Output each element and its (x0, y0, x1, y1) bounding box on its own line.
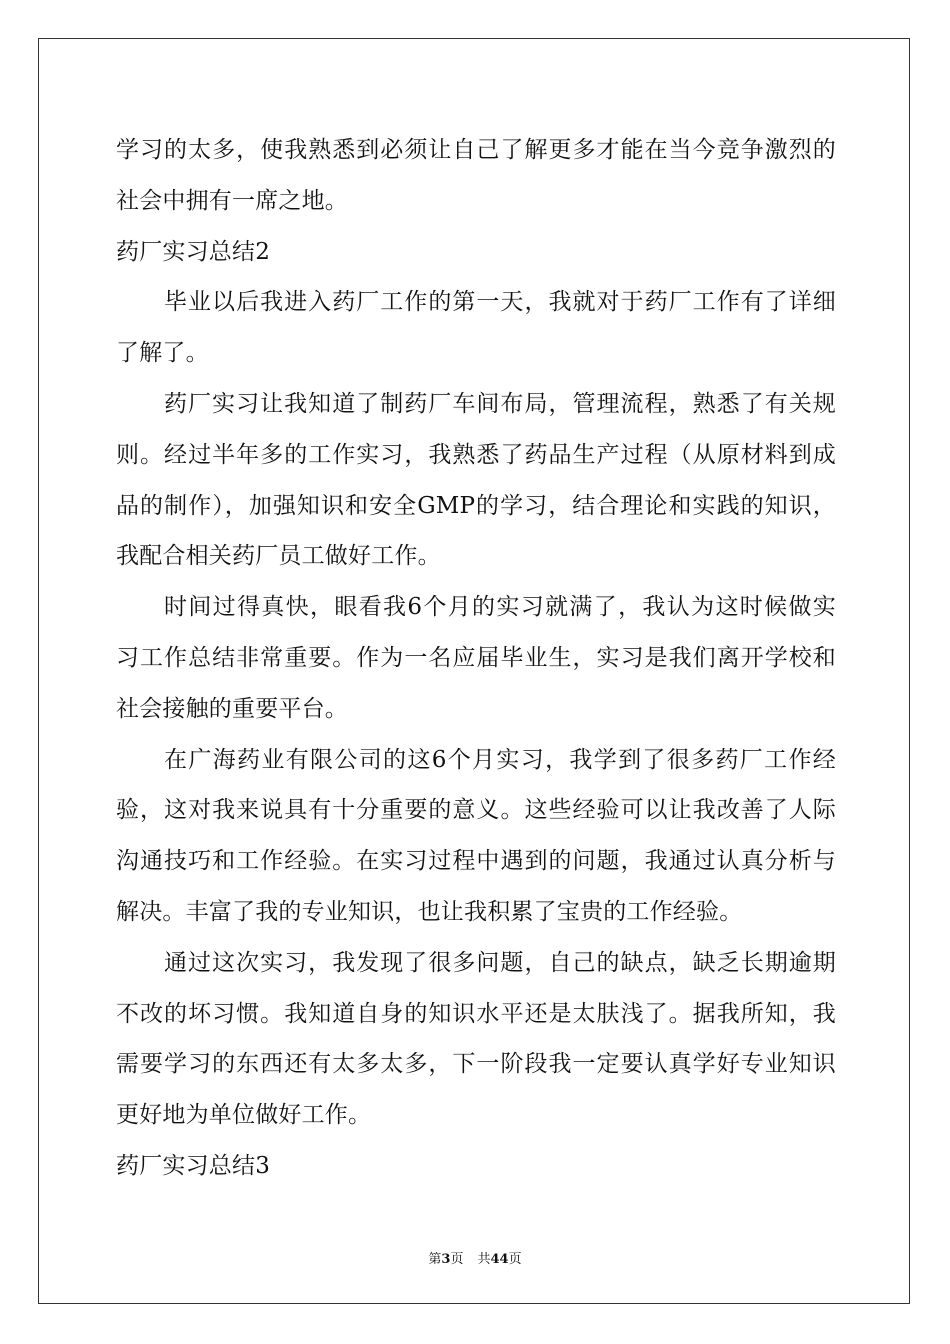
text-line: 在广海药业有限公司的这6个月实习，我学到了很多药厂工作经 (164, 746, 836, 773)
text-line: 解决。丰富了我的专业知识，也让我积累了宝贵的工作经验。 (116, 898, 743, 925)
total-prefix: 共 (477, 1252, 491, 1267)
text-line: 药厂实习让我知道了制药厂车间布局，管理流程，熟悉了有关规 (164, 390, 836, 417)
text-line: 学习的太多，使我熟悉到必须让自己了解更多才能在当今竞争激烈的 (116, 137, 836, 163)
section-heading: 药厂实习总结2 (116, 238, 271, 265)
page-footer (0, 1248, 950, 1267)
text-line: 不改的坏习惯。我知道自身的知识水平还是太肤浅了。据我所知，我 (116, 1000, 836, 1027)
text-line: 需要学习的东西还有太多太多，下一阶段我一定要认真学好专业知识 (116, 1051, 836, 1078)
page-suffix: 页 (450, 1252, 464, 1267)
total-suffix: 页 (508, 1252, 522, 1267)
text-line: 习工作总结非常重要。作为一名应届毕业生，实习是我们离开学校和 (116, 644, 836, 671)
page-prefix: 第 (428, 1252, 442, 1267)
text-line: 验，这对我来说具有十分重要的意义。这些经验可以让我改善了人际 (116, 797, 836, 824)
text-line: 我配合相关药厂员工做好工作。 (116, 543, 441, 570)
text-line: 时间过得真快，眼看我6个月的实习就满了，我认为这时候做实 (164, 594, 836, 621)
text-line: 了解了。 (116, 340, 209, 367)
text-line: 社会中拥有一席之地。 (116, 187, 348, 214)
text-line: 品的制作），加强知识和安全GMP的学习，结合理论和实践的知识， (116, 492, 836, 519)
text-line: 毕业以后我进入药厂工作的第一天，我就对于药厂工作有了详细 (164, 289, 836, 316)
text-line: 通过这次实习，我发现了很多问题，自己的缺点，缺乏长期逾期 (164, 949, 836, 976)
section-heading: 药厂实习总结3 (116, 1152, 271, 1179)
total-pages: 44 (490, 1252, 509, 1267)
text-line: 社会接触的重要平台。 (116, 695, 348, 722)
page-number: 3 (441, 1252, 451, 1267)
text-line: 沟通技巧和工作经验。在实习过程中遇到的问题，我通过认真分析与 (116, 848, 836, 875)
document-body (116, 125, 836, 1192)
text-line: 更好地为单位做好工作。 (116, 1102, 372, 1129)
text-line: 则。经过半年多的工作实习，我熟悉了药品生产过程（从原材料到成 (116, 441, 836, 468)
